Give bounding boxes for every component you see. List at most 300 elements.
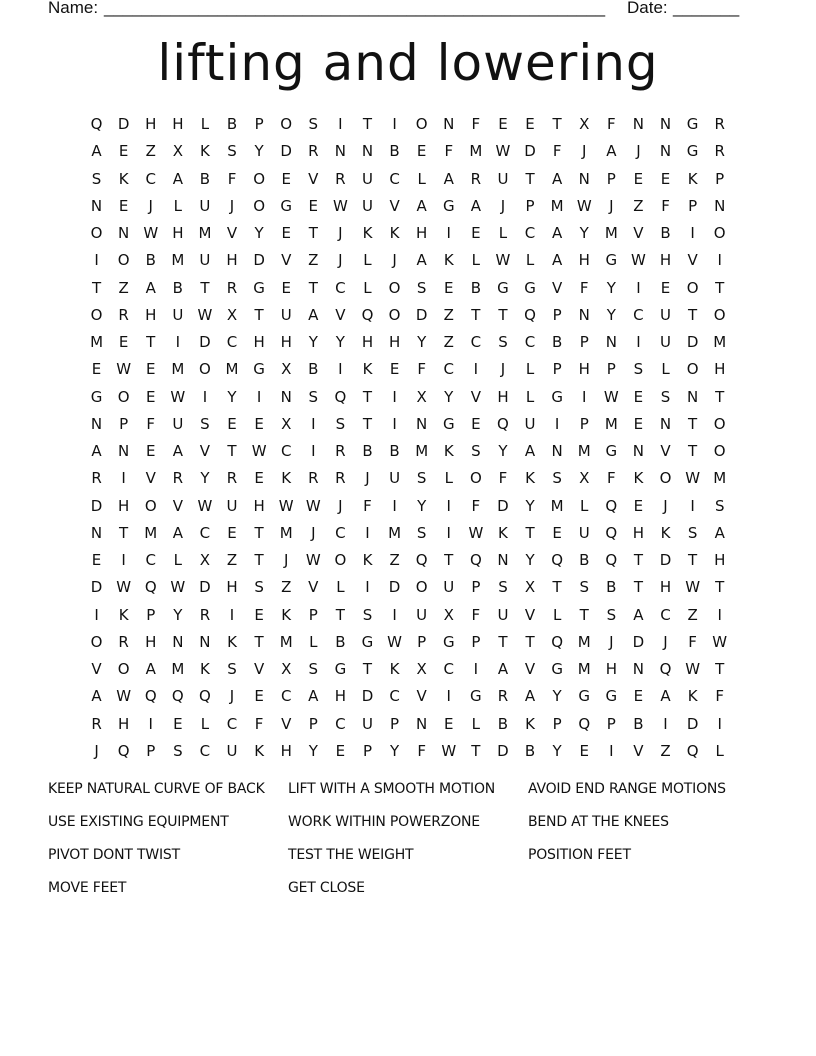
- grid-letter: G: [253, 360, 265, 379]
- grid-letter: S: [254, 578, 264, 597]
- grid-letter: I: [311, 414, 316, 433]
- grid-letter: E: [281, 278, 291, 297]
- grid-letter: R: [308, 142, 319, 161]
- grid-letter: B: [199, 169, 211, 188]
- puzzle-title: lifting and lowering: [157, 34, 659, 92]
- grid-letter: Q: [90, 115, 103, 134]
- word-list-item: GET CLOSE: [288, 880, 365, 896]
- grid-letter: I: [582, 387, 587, 406]
- grid-letter: A: [172, 442, 183, 461]
- grid-letter: X: [524, 578, 536, 597]
- grid-letter: F: [607, 115, 616, 134]
- grid-letter: C: [470, 333, 482, 352]
- grid-letter: H: [578, 360, 590, 379]
- grid-letter: A: [308, 687, 319, 706]
- grid-letter: P: [606, 169, 616, 188]
- grid-row: [83, 574, 743, 601]
- grid-letter: W: [495, 251, 511, 270]
- grid-letter: P: [146, 741, 156, 760]
- grid-letter: C: [389, 687, 400, 706]
- grid-letter: O: [713, 414, 726, 433]
- grid-letter: T: [227, 442, 237, 461]
- grid-letter: X: [172, 142, 183, 161]
- grid-letter: U: [497, 169, 509, 188]
- grid-letter: T: [362, 115, 373, 134]
- grid-letter: N: [497, 551, 509, 570]
- grid-letter: Z: [145, 142, 156, 161]
- grid-letter: U: [361, 169, 373, 188]
- grid-letter: E: [660, 169, 671, 188]
- grid-letter: G: [442, 196, 455, 215]
- grid-letter: V: [524, 605, 536, 624]
- grid-letter: U: [361, 196, 373, 215]
- grid-letter: I: [338, 115, 343, 134]
- grid-letter: S: [416, 469, 427, 488]
- grid-letter: A: [416, 196, 427, 215]
- grid-letter: O: [117, 251, 130, 270]
- grid-letter: L: [525, 251, 535, 270]
- grid-letter: A: [308, 305, 319, 324]
- grid-letter: R: [470, 169, 482, 188]
- grid-letter: E: [227, 414, 237, 433]
- grid-letter: W: [685, 469, 701, 488]
- grid-letter: U: [172, 414, 184, 433]
- grid-letter: S: [579, 578, 589, 597]
- grid-letter: I: [717, 605, 722, 624]
- grid-letter: J: [500, 196, 506, 215]
- grid-letter: G: [280, 196, 293, 215]
- grid-letter: P: [552, 714, 562, 733]
- grid-letter: M: [90, 333, 104, 352]
- name-field-line: _____________________________________________________: [104, 0, 606, 17]
- word-list-item: LIFT WITH A SMOOTH MOTION: [288, 781, 496, 797]
- grid-letter: C: [389, 169, 400, 188]
- grid-letter: I: [690, 496, 695, 515]
- grid-letter: J: [609, 196, 614, 215]
- grid-letter: I: [392, 414, 397, 433]
- grid-letter: V: [470, 387, 481, 406]
- grid-letter: V: [552, 278, 563, 297]
- grid-letter: V: [335, 305, 346, 324]
- grid-letter: R: [91, 469, 102, 488]
- grid-letter: J: [365, 469, 370, 488]
- grid-letter: P: [471, 632, 481, 651]
- grid-letter: R: [335, 442, 346, 461]
- grid-letter: T: [308, 224, 318, 243]
- grid-letter: F: [607, 469, 616, 488]
- grid-letter: Y: [579, 224, 589, 243]
- grid-letter: D: [686, 333, 699, 352]
- grid-letter: L: [471, 714, 481, 733]
- grid-letter: E: [145, 360, 156, 379]
- word-list-item: AVOID END RANGE MOTIONS: [528, 781, 726, 797]
- grid-letter: H: [714, 360, 726, 379]
- grid-letter: M: [279, 632, 293, 651]
- grid-letter: I: [338, 360, 343, 379]
- grid-letter: G: [605, 251, 618, 270]
- grid-letter: R: [497, 687, 509, 706]
- grid-letter: W: [576, 196, 592, 215]
- grid-letter: G: [578, 687, 591, 706]
- grid-letter: O: [90, 632, 103, 651]
- grid-letter: A: [552, 224, 563, 243]
- grid-row: [83, 738, 743, 765]
- grid-letter: I: [365, 578, 370, 597]
- grid-letter: T: [91, 278, 102, 297]
- grid-letter: M: [604, 224, 618, 243]
- grid-letter: S: [416, 523, 427, 542]
- grid-letter: O: [686, 360, 699, 379]
- grid-letter: Y: [308, 741, 318, 760]
- grid-letter: L: [309, 632, 318, 651]
- grid-letter: S: [660, 387, 671, 406]
- grid-letter: Q: [578, 714, 591, 733]
- grid-letter: X: [226, 305, 238, 324]
- grid-letter: Y: [606, 278, 616, 297]
- grid-letter: T: [688, 305, 698, 324]
- word-list-item: POSITION FEET: [528, 847, 631, 863]
- grid-letter: C: [199, 523, 211, 542]
- grid-letter: I: [311, 442, 316, 461]
- grid-letter: N: [90, 523, 103, 542]
- grid-letter: H: [388, 333, 401, 352]
- grid-letter: E: [118, 196, 129, 215]
- grid-letter: C: [524, 333, 536, 352]
- grid-letter: U: [524, 414, 536, 433]
- grid-letter: E: [552, 523, 562, 542]
- grid-letter: D: [497, 741, 509, 760]
- grid-letter: Z: [660, 741, 671, 760]
- grid-letter: H: [253, 496, 265, 515]
- grid-letter: E: [335, 741, 346, 760]
- grid-letter: B: [551, 333, 563, 352]
- grid-letter: P: [715, 169, 725, 188]
- grid-letter: V: [199, 442, 211, 461]
- grid-letter: H: [632, 523, 645, 542]
- grid-letter: K: [362, 224, 373, 243]
- grid-letter: M: [550, 196, 564, 215]
- grid-letter: Q: [415, 551, 428, 570]
- grid-letter: W: [631, 251, 646, 270]
- grid-letter: H: [334, 687, 347, 706]
- grid-letter: H: [605, 660, 617, 679]
- grid-letter: A: [524, 687, 536, 706]
- grid-letter: I: [446, 224, 451, 243]
- grid-letter: F: [363, 496, 372, 515]
- grid-letter: N: [199, 632, 211, 651]
- grid-letter: Q: [659, 660, 672, 679]
- grid-letter: Z: [687, 605, 698, 624]
- grid-letter: F: [688, 632, 697, 651]
- grid-letter: I: [202, 387, 208, 406]
- grid-letter: U: [226, 496, 238, 515]
- grid-letter: Y: [552, 741, 562, 760]
- grid-row: [83, 493, 743, 520]
- grid-row: [83, 193, 743, 220]
- grid-letter: J: [229, 196, 235, 215]
- grid-letter: L: [471, 251, 481, 270]
- grid-letter: R: [118, 632, 129, 651]
- grid-letter: P: [552, 305, 562, 324]
- grid-letter: R: [308, 469, 319, 488]
- grid-letter: E: [254, 605, 264, 624]
- grid-letter: D: [90, 496, 103, 515]
- grid-letter: B: [362, 442, 373, 461]
- grid-row: [83, 629, 743, 656]
- grid-letter: L: [552, 605, 562, 624]
- grid-letter: K: [525, 714, 535, 733]
- grid-letter: W: [305, 551, 321, 570]
- grid-letter: Y: [606, 305, 616, 324]
- grid-row: [83, 683, 743, 710]
- grid-letter: B: [389, 142, 400, 161]
- grid-letter: L: [363, 251, 372, 270]
- grid-letter: C: [145, 169, 156, 188]
- grid-letter: W: [170, 578, 186, 597]
- date-field-line: _______: [673, 0, 740, 17]
- grid-letter: Y: [227, 387, 237, 406]
- grid-letter: M: [577, 442, 591, 461]
- grid-letter: G: [605, 687, 618, 706]
- grid-letter: D: [415, 305, 428, 324]
- grid-letter: G: [442, 414, 455, 433]
- grid-letter: S: [498, 578, 508, 597]
- grid-letter: F: [471, 496, 481, 515]
- grid-letter: P: [552, 360, 562, 379]
- grid-letter: S: [200, 414, 210, 433]
- grid-letter: K: [254, 741, 265, 760]
- grid-letter: A: [91, 442, 102, 461]
- grid-letter: M: [713, 469, 727, 488]
- grid-letter: O: [686, 278, 699, 297]
- grid-letter: C: [280, 442, 292, 461]
- grid-letter: Q: [524, 305, 536, 324]
- grid-letter: N: [632, 115, 645, 134]
- grid-letter: E: [498, 115, 508, 134]
- grid-letter: U: [389, 469, 401, 488]
- grid-letter: H: [659, 251, 672, 270]
- grid-row: [83, 384, 743, 411]
- grid-letter: B: [335, 632, 346, 651]
- grid-letter: A: [172, 169, 183, 188]
- letter-grid: [83, 111, 743, 765]
- grid-letter: V: [633, 741, 644, 760]
- grid-letter: N: [714, 196, 726, 215]
- grid-letter: T: [254, 523, 264, 542]
- grid-letter: E: [444, 714, 454, 733]
- grid-letter: Q: [144, 687, 157, 706]
- grid-letter: E: [416, 142, 427, 161]
- grid-letter: U: [199, 251, 211, 270]
- grid-letter: O: [388, 305, 401, 324]
- grid-letter: O: [659, 469, 672, 488]
- grid-letter: P: [579, 414, 589, 433]
- grid-letter: I: [148, 714, 153, 733]
- grid-letter: J: [283, 551, 289, 570]
- grid-letter: D: [253, 251, 265, 270]
- grid-letter: Q: [605, 551, 618, 570]
- grid-letter: G: [334, 660, 347, 679]
- grid-letter: J: [663, 632, 668, 651]
- grid-letter: Z: [281, 578, 292, 597]
- grid-letter: S: [308, 660, 319, 679]
- grid-row: [83, 520, 743, 547]
- grid-letter: W: [332, 196, 348, 215]
- grid-letter: B: [172, 278, 183, 297]
- grid-letter: G: [551, 660, 563, 679]
- grid-letter: T: [579, 605, 589, 624]
- grid-letter: G: [253, 278, 265, 297]
- grid-letter: N: [443, 115, 455, 134]
- grid-letter: X: [199, 551, 211, 570]
- grid-letter: I: [392, 115, 397, 134]
- grid-row: [83, 656, 743, 683]
- grid-letter: L: [200, 115, 210, 134]
- grid-letter: D: [632, 632, 645, 651]
- grid-letter: P: [254, 115, 264, 134]
- grid-letter: N: [361, 142, 374, 161]
- grid-letter: R: [335, 469, 346, 488]
- grid-letter: K: [498, 523, 508, 542]
- grid-letter: J: [636, 142, 641, 161]
- grid-letter: S: [173, 741, 183, 760]
- grid-letter: I: [473, 360, 479, 379]
- grid-letter: A: [443, 169, 454, 188]
- grid-letter: O: [469, 469, 482, 488]
- grid-letter: T: [254, 551, 264, 570]
- grid-letter: S: [227, 660, 237, 679]
- grid-letter: T: [633, 551, 643, 570]
- grid-letter: V: [660, 442, 671, 461]
- grid-letter: E: [389, 360, 400, 379]
- grid-letter: T: [200, 278, 210, 297]
- grid-letter: G: [551, 387, 563, 406]
- grid-letter: W: [495, 142, 511, 161]
- grid-letter: D: [280, 142, 292, 161]
- grid-letter: M: [604, 414, 618, 433]
- grid-letter: S: [416, 278, 427, 297]
- grid-letter: M: [577, 632, 591, 651]
- grid-letter: W: [116, 687, 132, 706]
- grid-letter: N: [686, 387, 699, 406]
- grid-letter: N: [632, 442, 645, 461]
- word-list-item: KEEP NATURAL CURVE OF BACK: [48, 781, 265, 797]
- grid-letter: E: [91, 360, 102, 379]
- grid-letter: J: [338, 251, 343, 270]
- grid-letter: P: [688, 196, 698, 215]
- grid-letter: K: [633, 469, 644, 488]
- grid-letter: M: [469, 142, 483, 161]
- grid-letter: P: [308, 605, 318, 624]
- grid-letter: E: [118, 333, 129, 352]
- grid-letter: L: [363, 278, 372, 297]
- grid-letter: H: [416, 224, 428, 243]
- grid-letter: S: [335, 414, 346, 433]
- grid-letter: V: [145, 469, 156, 488]
- grid-letter: A: [660, 687, 671, 706]
- grid-letter: J: [338, 224, 343, 243]
- grid-letter: E: [145, 387, 156, 406]
- grid-letter: X: [416, 387, 427, 406]
- grid-letter: Z: [226, 551, 238, 570]
- grid-letter: J: [148, 196, 153, 215]
- word-list-item: MOVE FEET: [48, 880, 127, 896]
- grid-letter: N: [578, 305, 590, 324]
- grid-letter: P: [390, 714, 400, 733]
- grid-letter: N: [659, 414, 672, 433]
- grid-letter: S: [471, 442, 481, 461]
- grid-letter: I: [446, 687, 451, 706]
- grid-letter: C: [226, 714, 238, 733]
- grid-letter: G: [605, 442, 618, 461]
- grid-row: [83, 547, 743, 574]
- grid-letter: A: [497, 660, 509, 679]
- grid-letter: K: [389, 224, 400, 243]
- grid-letter: E: [118, 142, 129, 161]
- grid-letter: T: [146, 333, 156, 352]
- grid-letter: Q: [334, 387, 347, 406]
- grid-letter: N: [659, 115, 672, 134]
- grid-letter: S: [687, 523, 698, 542]
- grid-letter: W: [685, 660, 701, 679]
- grid-letter: E: [254, 414, 264, 433]
- grid-letter: A: [552, 251, 563, 270]
- grid-letter: Y: [308, 333, 318, 352]
- grid-letter: T: [498, 305, 508, 324]
- grid-letter: D: [199, 578, 211, 597]
- grid-letter: L: [715, 741, 724, 760]
- grid-letter: E: [660, 278, 671, 297]
- grid-letter: S: [308, 115, 319, 134]
- grid-letter: F: [498, 469, 508, 488]
- grid-letter: T: [552, 115, 562, 134]
- grid-letter: Z: [443, 333, 454, 352]
- grid-letter: I: [636, 278, 641, 297]
- grid-letter: V: [91, 660, 102, 679]
- grid-letter: Y: [525, 496, 535, 515]
- grid-letter: V: [524, 660, 536, 679]
- grid-letter: G: [361, 632, 374, 651]
- grid-letter: B: [579, 551, 590, 570]
- grid-letter: W: [712, 632, 728, 651]
- grid-letter: I: [229, 605, 235, 624]
- grid-letter: E: [227, 523, 237, 542]
- grid-letter: E: [471, 414, 481, 433]
- grid-letter: B: [308, 360, 319, 379]
- grid-letter: K: [118, 605, 129, 624]
- grid-letter: V: [281, 714, 292, 733]
- grid-letter: H: [145, 632, 157, 651]
- grid-row: [83, 356, 743, 383]
- grid-letter: T: [254, 305, 264, 324]
- grid-letter: D: [117, 115, 130, 134]
- grid-row: [83, 302, 743, 329]
- grid-letter: O: [199, 360, 211, 379]
- grid-letter: H: [497, 387, 509, 406]
- grid-letter: F: [254, 714, 264, 733]
- grid-letter: L: [498, 224, 508, 243]
- grid-letter: Z: [633, 196, 644, 215]
- grid-letter: B: [389, 442, 400, 461]
- grid-letter: B: [226, 115, 238, 134]
- grid-letter: P: [362, 741, 372, 760]
- grid-letter: I: [554, 414, 560, 433]
- grid-letter: B: [660, 224, 671, 243]
- grid-letter: O: [90, 224, 103, 243]
- grid-letter: S: [633, 360, 644, 379]
- grid-letter: D: [524, 142, 536, 161]
- grid-row: [83, 220, 743, 247]
